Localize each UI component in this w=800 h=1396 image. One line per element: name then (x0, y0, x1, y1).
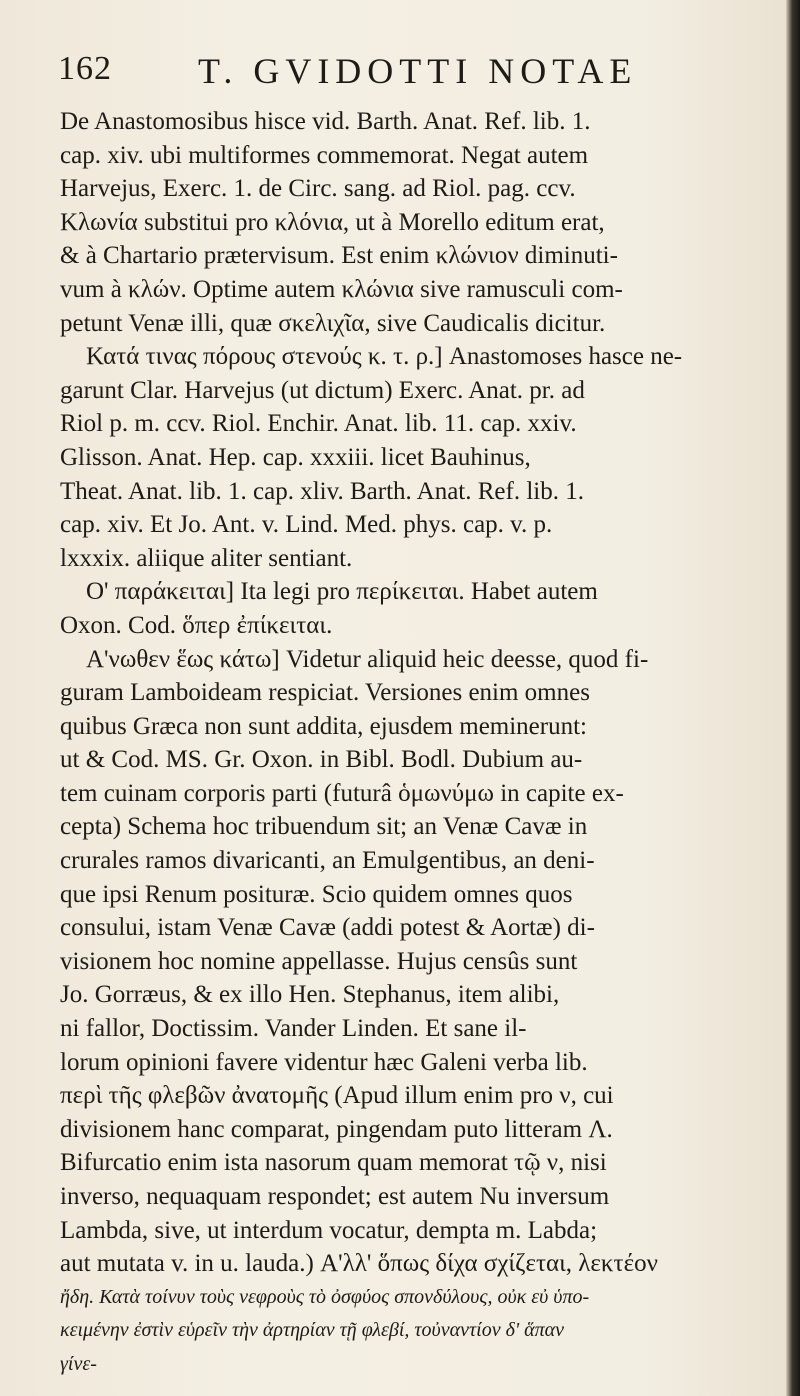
text-line: & à Chartario prætervisum. Est enim κλώνιον diminuti- (60, 242, 618, 270)
text-line: lxxxix. aliique aliter sentiant. (60, 544, 353, 572)
text-line: Theat. Anat. lib. 1. cap. xliv. Barth. Anat. Ref. lib. 1. (60, 477, 584, 505)
body-text (60, 105, 780, 1382)
text-line: que ipsi Renum posituræ. Scio quidem omnes quos (60, 880, 573, 908)
text-line: aut mutata v. in u. lauda.) Α'λλ' ὅπως δίχα σχίζεται, λεκτέον (60, 1250, 658, 1278)
text-line: cap. xiv. ubi multiformes commemorat. Negat autem (60, 141, 589, 169)
text-line: garunt Clar. Harvejus (ut dictum) Exerc. Anat. pr. ad (60, 376, 585, 404)
text-line: Jo. Gorræus, & ex illo Hen. Stephanus, item alibi, (60, 981, 560, 1009)
text-line: guram Lamboideam respiciat. Versiones enim omnes (60, 679, 590, 707)
text-line: petunt Venæ illi, quæ σκελιχῖα, sive Caudicalis dicitur. (60, 309, 606, 337)
text-line: Lambda, sive, ut interdum vocatur, dempta m. Labda; (60, 1216, 598, 1244)
text-line: Κλωνία substitui pro κλόνια, ut à Morello editum erat, (60, 208, 605, 236)
text-line: Ο' παράκειται] Ita legi pro περίκειται. Habet autem (86, 578, 598, 606)
page-edge-shadow (786, 0, 800, 1396)
text-line: crurales ramos divaricanti, an Emulgentibus, an deni- (60, 847, 595, 875)
text-line: Oxon. Cod. ὅπερ ἐπίκειται. (60, 611, 333, 639)
text-line: consului, istam Venæ Cavæ (addi potest & Aortæ) di- (60, 914, 595, 942)
text-line: περὶ τῆς φλεβῶν ἀνατομῆς (Apud illum enim pro ν, cui (60, 1082, 614, 1110)
page-header (58, 50, 698, 102)
text-line: Riol p. m. ccv. Riol. Enchir. Anat. lib. 11. cap. xxiv. (60, 410, 577, 438)
text-line: Κατά τινας πόρους στενούς κ. τ. ρ.] Anastomoses hasce ne- (86, 343, 683, 371)
text-line: Α'νωθεν ἕως κάτω] Videtur aliquid heic deesse, quod fi- (86, 645, 649, 673)
text-line: quibus Græca non sunt addita, ejusdem meminerunt: (60, 712, 587, 740)
text-line: inverso, nequaquam respondet; est autem Nu inversum (60, 1183, 610, 1210)
text-line: γίνε- (60, 1352, 97, 1375)
text-line: tem cuinam corporis parti (futurâ ὁμωνύμω in capite ex- (60, 779, 624, 807)
text-line: lorum opinioni favere videntur hæc Galeni verba lib. (60, 1048, 588, 1076)
text-line: visionem hoc nomine appellasse. Hujus censûs sunt (60, 947, 578, 975)
text-line: De Anastomosibus hisce vid. Barth. Anat. Ref. lib. 1. (60, 108, 591, 135)
page-number: 162 (58, 50, 112, 87)
text-line: cap. xiv. Et Jo. Ant. v. Lind. Med. phys. cap. v. p. (60, 511, 553, 539)
text-line: ἤδη. Κατὰ τοίνυν τοὺς νεφροὺς τὸ ὀσφύος σπονδύλους, οὐκ εὐ ὑπο- (60, 1285, 590, 1308)
text-line: ni fallor, Doctissim. Vander Linden. Et sane il- (60, 1015, 527, 1043)
text-line: ut & Cod. MS. Gr. Oxon. in Bibl. Bodl. Dubium au- (60, 746, 583, 774)
text-line: Bifurcatio enim ista nasorum quam memorat τῷ ν, nisi (60, 1149, 607, 1177)
running-title: T. GVIDOTTI NOTAE (198, 51, 638, 91)
text-line: divisionem hanc comparat, pingendam puto litteram Λ. (60, 1115, 613, 1143)
text-line: Harvejus, Exerc. 1. de Circ. sang. ad Riol. pag. ccv. (60, 175, 576, 203)
text-line: Glisson. Anat. Hep. cap. xxxiii. licet Bauhinus, (60, 443, 531, 471)
text-line: cepta) Schema hoc tribuendum sit; an Venæ Cavæ in (60, 813, 588, 841)
text-line: κειμένην ἐστὶν εὑρεῖν τὴν ἀρτηρίαν τῇ φλεβί, τοὐναντίον δ' ἅπαν (60, 1319, 565, 1342)
text-line: vum à κλών. Optime autem κλώνια sive ramusculi com- (60, 275, 623, 303)
